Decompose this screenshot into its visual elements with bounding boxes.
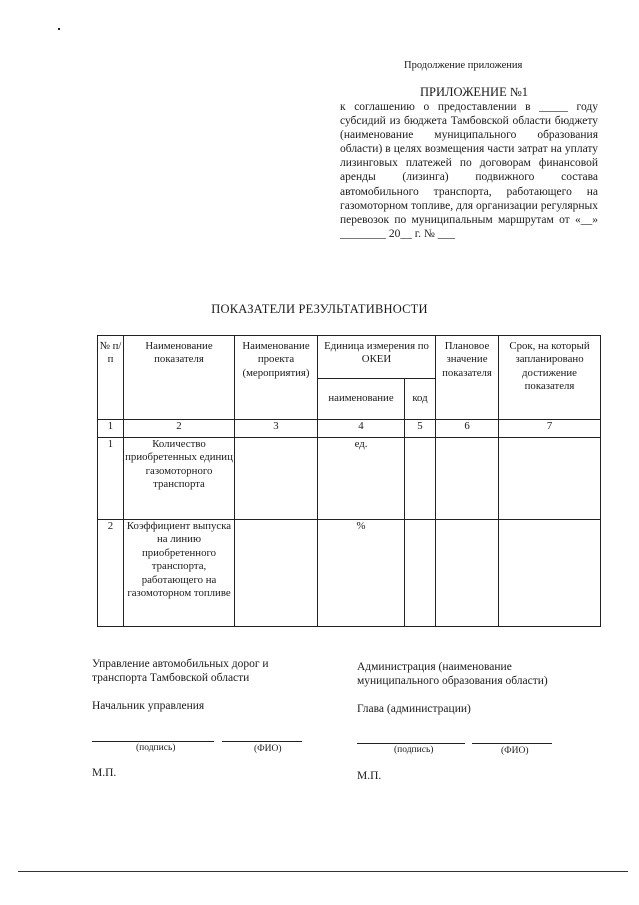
header-project-name: Наименование проекта (мероприятия) bbox=[235, 336, 318, 420]
left-fio-line bbox=[222, 741, 302, 742]
header-okei-unit: Единица измерения по ОКЕИ bbox=[318, 336, 436, 379]
column-number: 4 bbox=[318, 420, 405, 438]
row-project bbox=[235, 520, 318, 627]
row-deadline bbox=[499, 438, 601, 520]
table-row bbox=[98, 438, 601, 520]
column-number: 3 bbox=[235, 420, 318, 438]
agreement-reference: к соглашению о предоставлении в _____ году субсидий из бюджета Тамбовской области бюджету (наименование муниципального образования области) в целях возмещения части затрат на уплату лизинговых платежей по договорам финансовой аренды (лизинга) подвижного состава автомобильного транспорта, работающего на газомоторном топливе, для организации регулярных перевозок по муниципальным маршрутам от «__» ________ 20__ г. № ___ bbox=[340, 101, 598, 240]
left-org-name: Управление автомобильных дорог и транспорта Тамбовской области bbox=[92, 658, 269, 684]
table-row bbox=[98, 520, 601, 627]
left-signature-line bbox=[92, 741, 214, 742]
header-okei-name: наименование bbox=[318, 379, 405, 420]
row-planned bbox=[436, 438, 499, 520]
header-okei-code: код bbox=[405, 379, 436, 420]
left-signature-caption: (подпись) bbox=[136, 743, 176, 753]
row-unit-name: % bbox=[318, 520, 405, 627]
right-stamp-place: М.П. bbox=[357, 770, 382, 782]
header-indicator-name: Наименование показателя bbox=[124, 336, 235, 420]
row-num: 1 bbox=[98, 438, 124, 520]
row-unit-code bbox=[405, 520, 436, 627]
column-number: 2 bbox=[124, 420, 235, 438]
right-fio-caption: (ФИО) bbox=[501, 746, 529, 756]
indicators-table bbox=[97, 335, 601, 627]
column-number: 7 bbox=[499, 420, 601, 438]
scan-speck bbox=[58, 28, 60, 30]
right-position: Глава (администрации) bbox=[357, 703, 471, 715]
row-indicator: Коэффициент выпуска на линию приобретенного транспорта, работающего на газомоторном топливе bbox=[124, 520, 235, 627]
section-title: ПОКАЗАТЕЛИ РЕЗУЛЬТАТИВНОСТИ bbox=[211, 302, 428, 316]
column-number: 6 bbox=[436, 420, 499, 438]
left-stamp-place: М.П. bbox=[92, 767, 117, 779]
row-num: 2 bbox=[98, 520, 124, 627]
left-fio-caption: (ФИО) bbox=[254, 744, 282, 754]
column-number-row bbox=[98, 420, 601, 438]
row-indicator: Количество приобретенных единиц газомоторного транспорта bbox=[124, 438, 235, 520]
row-unit-name: ед. bbox=[318, 438, 405, 520]
right-signature-caption: (подпись) bbox=[394, 745, 434, 755]
header-num: № п/п bbox=[98, 336, 124, 420]
row-unit-code bbox=[405, 438, 436, 520]
header-planned-value: Плановое значение показателя bbox=[436, 336, 499, 420]
right-org-name: Администрация (наименование муниципального образования области) bbox=[357, 661, 548, 687]
right-signature-line bbox=[357, 743, 465, 744]
row-deadline bbox=[499, 520, 601, 627]
continuation-note: Продолжение приложения bbox=[404, 60, 523, 71]
footer-divider bbox=[18, 871, 628, 872]
appendix-title: ПРИЛОЖЕНИЕ №1 bbox=[420, 85, 529, 99]
header-deadline: Срок, на который запланировано достижение показателя bbox=[499, 336, 601, 420]
row-project bbox=[235, 438, 318, 520]
column-number: 1 bbox=[98, 420, 124, 438]
right-fio-line bbox=[472, 743, 552, 744]
row-planned bbox=[436, 520, 499, 627]
column-number: 5 bbox=[405, 420, 436, 438]
left-position: Начальник управления bbox=[92, 700, 205, 712]
